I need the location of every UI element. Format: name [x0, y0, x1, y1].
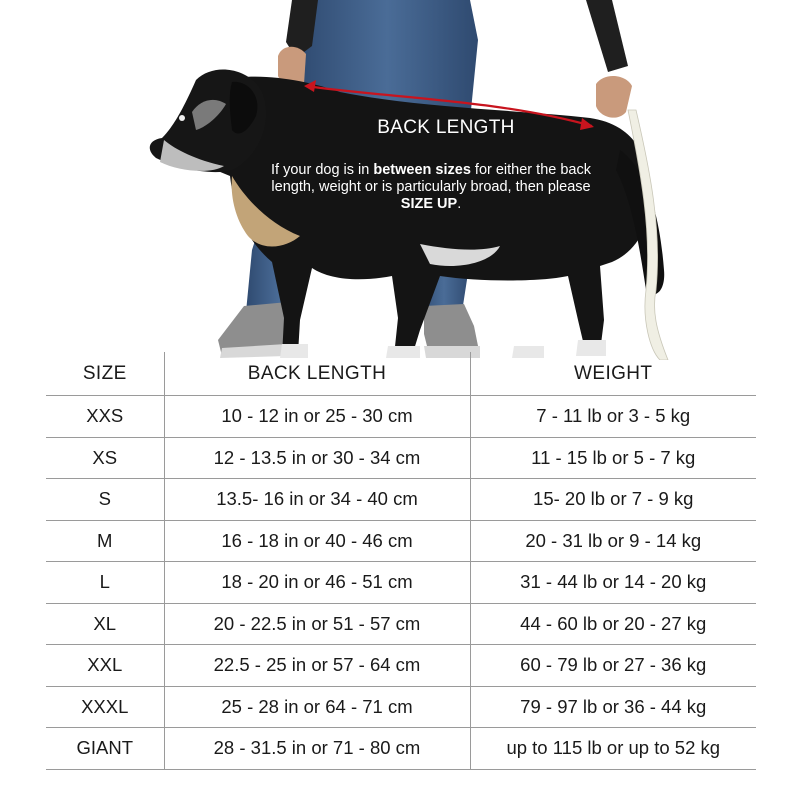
table-row	[46, 562, 756, 604]
note-emphasis: between sizes	[373, 162, 471, 178]
table-header-row	[46, 352, 756, 396]
back-length-cell: 25 - 28 in or 64 - 71 cm	[164, 686, 470, 728]
sizing-advice-note	[266, 162, 596, 213]
size-cell: S	[46, 479, 164, 521]
weight-cell: 11 - 15 lb or 5 - 7 kg	[470, 437, 756, 479]
size-cell: XL	[46, 603, 164, 645]
back-length-cell: 28 - 31.5 in or 71 - 80 cm	[164, 728, 470, 770]
note-text: for either the back length, weight or is particularly broad, then please	[271, 162, 591, 195]
table-row	[46, 686, 756, 728]
size-cell: XXXL	[46, 686, 164, 728]
size-cell: M	[46, 520, 164, 562]
table-row	[46, 603, 756, 645]
note-emphasis: SIZE UP	[400, 196, 458, 212]
size-chart-table	[46, 352, 756, 770]
weight-cell: 15- 20 lb or 7 - 9 kg	[470, 479, 756, 521]
table-row	[46, 437, 756, 479]
table-row	[46, 645, 756, 687]
table-row	[46, 396, 756, 438]
weight-cell: 31 - 44 lb or 14 - 20 kg	[470, 562, 756, 604]
table-row	[46, 520, 756, 562]
weight-cell: 44 - 60 lb or 20 - 27 kg	[470, 603, 756, 645]
weight-column-header: WEIGHT	[470, 352, 756, 396]
back-length-cell: 20 - 22.5 in or 51 - 57 cm	[164, 603, 470, 645]
weight-cell: 7 - 11 lb or 3 - 5 kg	[470, 396, 756, 438]
back-length-cell: 13.5- 16 in or 34 - 40 cm	[164, 479, 470, 521]
back-length-label: BACK LENGTH	[377, 117, 515, 138]
size-column-header: SIZE	[46, 352, 164, 396]
back-length-column-header: BACK LENGTH	[164, 352, 470, 396]
weight-cell: 60 - 79 lb or 27 - 36 kg	[470, 645, 756, 687]
weight-cell: 20 - 31 lb or 9 - 14 kg	[470, 520, 756, 562]
table-row	[46, 479, 756, 521]
back-length-cell: 18 - 20 in or 46 - 51 cm	[164, 562, 470, 604]
size-cell: XXS	[46, 396, 164, 438]
size-cell: XXL	[46, 645, 164, 687]
weight-cell: up to 115 lb or up to 52 kg	[470, 728, 756, 770]
size-cell: L	[46, 562, 164, 604]
size-cell: GIANT	[46, 728, 164, 770]
size-cell: XS	[46, 437, 164, 479]
note-text: .	[457, 196, 462, 212]
note-text: If your dog is in	[271, 162, 374, 178]
back-length-cell: 12 - 13.5 in or 30 - 34 cm	[164, 437, 470, 479]
back-length-cell: 16 - 18 in or 40 - 46 cm	[164, 520, 470, 562]
dog-silhouette	[150, 70, 664, 358]
table-row	[46, 728, 756, 770]
weight-cell: 79 - 97 lb or 36 - 44 kg	[470, 686, 756, 728]
back-length-cell: 22.5 - 25 in or 57 - 64 cm	[164, 645, 470, 687]
back-length-cell: 10 - 12 in or 25 - 30 cm	[164, 396, 470, 438]
